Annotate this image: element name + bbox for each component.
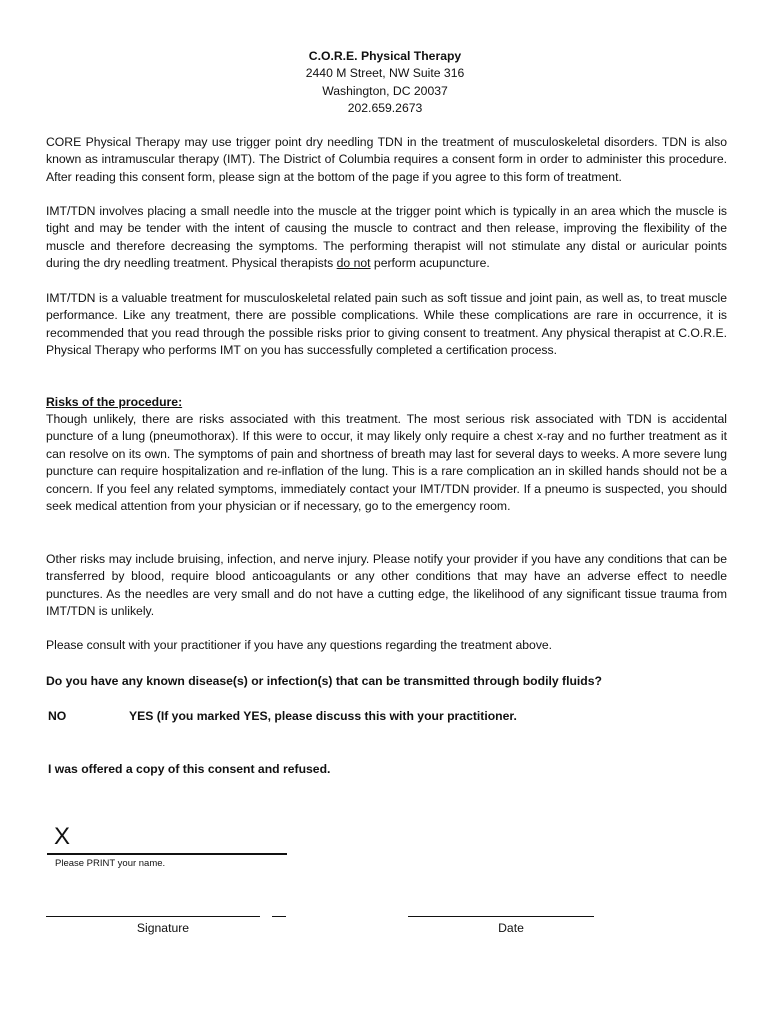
other-risks-paragraph: Other risks may include bruising, infection, and nerve injury. Please notify your provider if you have any conditions that can be transferred by blood, require blood anticoagulants or any other conditions that may have an adverse effect to needle punctures. As the needles are very small and do not have a cutting edge, the likelihood of any significant tissue trauma from IMT/TDN is unlikely.: [46, 552, 727, 619]
offered-copy-statement[interactable]: I was offered a copy of this consent and refused.: [48, 762, 331, 776]
disease-question: Do you have any known disease(s) or infection(s) that can be transmitted through bodily fluids?: [46, 674, 602, 688]
risks-paragraph: Though unlikely, there are risks associated with this treatment. The most serious risk associated with TDN is accidental puncture of a lung (pneumothorax). If this were to occur, it may likely only require a chest x-ray and no further treatment as it can resolve on its own. The symptoms of pain and shortness of breath may last for several days to weeks. A more severe lung puncture can require hospitalization and re-inflation of the lung. This is a rare complication an in skilled hands should not be a concern. If you feel any related symptoms, immediately contact your IMT/TDN provider. If a pneumo is suspected, you should seek medical attention from your physician or if necessary, go to the emergency room.: [46, 412, 727, 514]
date-label: Date: [498, 921, 524, 935]
description-text-before: IMT/TDN involves placing a small needle into the muscle at the trigger point which is typically in an area which the muscle is tight and may be tender with the intent of causing the muscle to contract and then release, improving the flexibility of the muscle and therefore decreasing the symptoms. The performing therapist will not stimulate any distal or auricular points during the dry needling treatment. Physical therapists: [46, 204, 727, 271]
description-paragraph: [46, 203, 727, 273]
signature-dash-divider: [272, 916, 286, 917]
description-text-after: perform acupuncture.: [370, 256, 490, 271]
letterhead: [0, 48, 770, 118]
practice-name: C.O.R.E. Physical Therapy: [308, 49, 462, 63]
practice-address: 2440 M Street, NW Suite 316: [305, 66, 465, 81]
signature-field[interactable]: [46, 916, 260, 917]
intro-paragraph: CORE Physical Therapy may use trigger point dry needling TDN in the treatment of musculoskeletal disorders. TDN is also known as intramuscular therapy (IMT). The District of Columbia requires a consent form in order to administer this procedure. After reading this consent form, please sign at the bottom of the page if you agree to this form of treatment.: [46, 135, 727, 184]
practice-city: Washington, DC 20037: [322, 83, 448, 98]
answer-no-option[interactable]: NO: [48, 709, 67, 723]
sign-here-x-mark: X: [54, 823, 71, 850]
practice-phone: 202.659.2673: [347, 101, 423, 116]
signature-label: Signature: [136, 921, 190, 935]
do-not-emphasis: do not: [336, 256, 371, 271]
consult-paragraph: Please consult with your practitioner if you have any questions regarding the treatment above.: [46, 638, 553, 652]
risks-heading: Risks of the procedure:: [46, 395, 183, 409]
value-paragraph: IMT/TDN is a valuable treatment for musculoskeletal related pain such as soft tissue and joint pain, as well as, to treat muscle performance. Like any treatment, there are possible complications. While these complications are rare in occurrence, it is recommended that you read through the possible risks prior to giving consent to treatment. Any physical therapist at C.O.R.E. Physical Therapy who performs IMT on you has successfully completed a certification process.: [46, 291, 727, 358]
print-name-field[interactable]: [47, 853, 287, 855]
answer-yes-option[interactable]: YES (If you marked YES, please discuss this with your practitioner.: [129, 709, 517, 723]
date-field[interactable]: [408, 916, 594, 917]
print-name-caption: Please PRINT your name.: [55, 858, 166, 869]
